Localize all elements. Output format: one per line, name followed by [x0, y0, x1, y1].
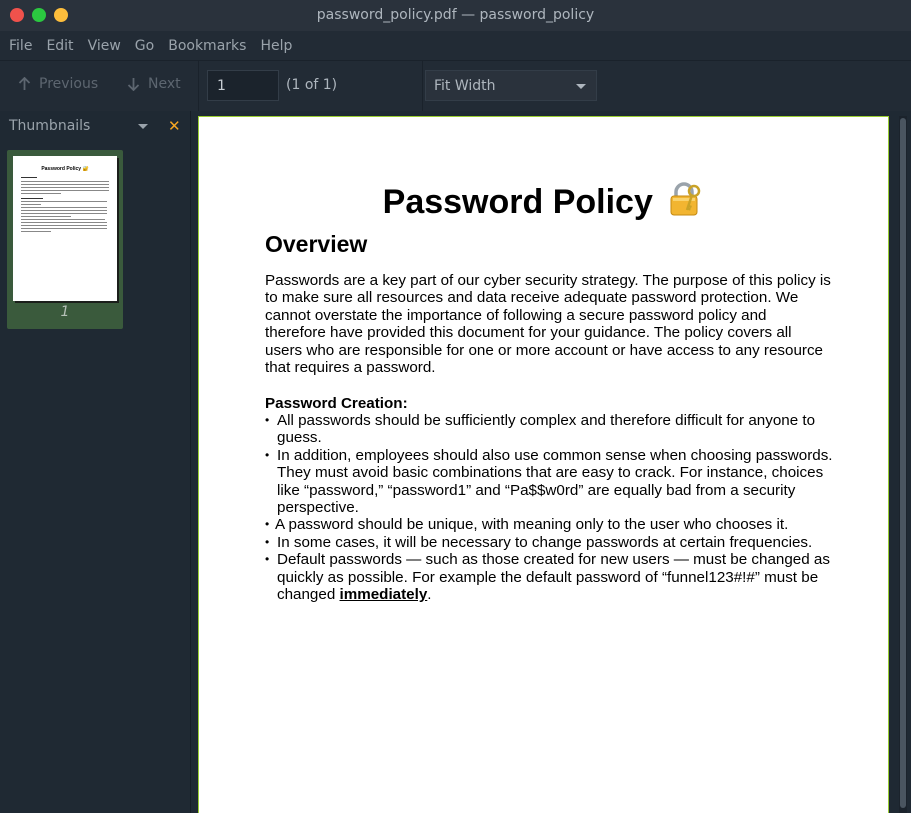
thumbnail-line	[21, 204, 41, 205]
thumbnail-line	[21, 198, 43, 199]
thumbnail-line	[21, 231, 51, 232]
chevron-down-icon	[576, 84, 586, 89]
list-item: • All passwords should be sufficiently complex and therefore difficult for anyone to guess.	[265, 412, 835, 447]
title-bar	[0, 0, 911, 31]
page-thumbnail[interactable]	[7, 150, 123, 329]
thumbnail-line	[21, 201, 107, 202]
document-page	[198, 116, 889, 813]
menu-bookmarks[interactable]: Bookmarks	[168, 37, 247, 54]
close-sidebar-icon[interactable]: ✕	[168, 117, 181, 135]
thumbnail-line	[21, 219, 105, 220]
toolbar-divider	[422, 61, 423, 111]
toolbar-divider	[198, 61, 199, 111]
page-number-input[interactable]	[207, 70, 279, 101]
list-item: • In some cases, it will be necessary to change passwords at certain frequencies.	[265, 534, 835, 551]
vertical-scrollbar[interactable]	[899, 116, 907, 813]
page-count: (1 of 1)	[286, 77, 338, 93]
thumbnail-line	[21, 222, 107, 223]
list-item-text: Default passwords — such as those created for new users — must be changed as quickly as possible. For example the default password of “funnel123#!#” must be changed	[277, 551, 830, 604]
list-item: • A password should be unique, with meaning only to the user who chooses it.	[265, 516, 835, 533]
menu-help[interactable]: Help	[260, 37, 293, 54]
thumbnail-line	[21, 177, 37, 178]
overview-heading: Overview	[265, 231, 368, 257]
menu-go[interactable]: Go	[134, 37, 155, 54]
thumbnail-line	[21, 225, 107, 226]
toolbar	[0, 60, 911, 111]
thumbnail-line	[21, 213, 107, 214]
previous-label: Previous	[39, 76, 99, 92]
menu-view[interactable]: View	[87, 37, 121, 54]
list-item-suffix: .	[427, 586, 432, 604]
emphasis-text: immediately	[339, 586, 428, 604]
next-label: Next	[148, 76, 181, 92]
overview-paragraph: Passwords are a key part of our cyber security strategy. The purpose of this policy is to make sure all resources and data receive adequate password protection. We cannot overstate the importance of following a secure password policy and therefore have provided this document for your guidance. The policy covers all users who are responsible for one or more account or have access to any resource that requires a password.	[265, 272, 831, 377]
sidebar-header	[0, 111, 190, 141]
thumbnail-page-number: 1	[60, 304, 70, 320]
list-item: • In addition, employees should also use common sense when choosing passwords. They must avoid basic combinations that are easy to crack. For instance, choices like “password,” “password1” and “Pa$$w0rd” are equally bad from a security perspective.	[265, 447, 835, 517]
document-title	[199, 182, 888, 222]
scrollbar-thumb[interactable]	[900, 118, 906, 808]
thumbnail-line	[21, 181, 109, 182]
zoom-value: Fit Width	[434, 78, 496, 94]
next-button[interactable]	[127, 76, 181, 92]
document-title-text: Password Policy	[382, 183, 653, 221]
zoom-select[interactable]	[425, 70, 597, 101]
lock-with-key-icon	[668, 182, 704, 216]
list-item	[265, 551, 835, 603]
password-creation-heading: Password Creation:	[265, 395, 408, 412]
password-rules-list	[265, 412, 835, 603]
sidebar-mode-dropdown-icon[interactable]	[138, 124, 148, 129]
arrow-up-icon	[18, 77, 31, 91]
menu-file[interactable]: File	[9, 37, 33, 54]
thumbnail-line	[21, 207, 107, 208]
window-title: password_policy.pdf — password_policy	[316, 7, 595, 23]
thumbnail-preview	[13, 156, 117, 301]
thumbnail-title: Password Policy 🔐	[41, 166, 89, 172]
thumbnail-line	[21, 216, 71, 217]
thumbnail-line	[21, 228, 107, 229]
thumbnail-line	[21, 193, 61, 194]
sidebar	[0, 111, 191, 813]
sidebar-title: Thumbnails	[9, 118, 91, 134]
thumbnail-line	[21, 184, 109, 185]
thumbnail-line	[21, 187, 109, 188]
menu-edit[interactable]: Edit	[46, 37, 74, 54]
arrow-down-icon	[127, 77, 140, 91]
document-viewer	[192, 111, 911, 813]
menu-bar	[0, 31, 911, 60]
thumbnail-line	[21, 210, 107, 211]
previous-button[interactable]	[18, 76, 98, 92]
thumbnail-line	[21, 190, 109, 191]
